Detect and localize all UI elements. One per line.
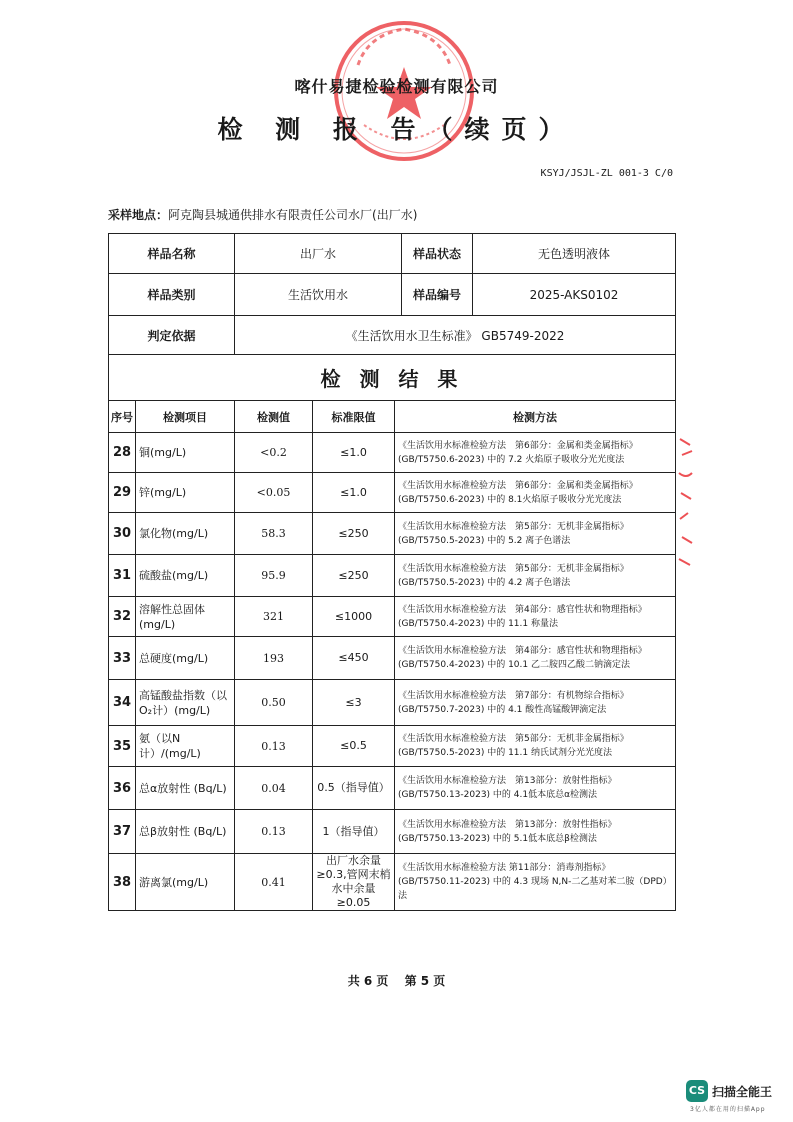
result-method: 《生活饮用水标准检验方法 第5部分：无机非金属指标》(GB/T5750.5-2023) 中的 11.1 纳氏试剂分光光度法 xyxy=(395,726,676,767)
sample-number-value: 2025-AKS0102 xyxy=(473,274,676,316)
judgement-basis-label: 判定依据 xyxy=(109,316,235,355)
results-header-row xyxy=(109,401,676,433)
result-limit: 0.5（指导值） xyxy=(313,767,395,810)
result-number: 32 xyxy=(109,597,136,637)
result-item: 铜(mg/L) xyxy=(136,433,235,473)
result-number: 28 xyxy=(109,433,136,473)
result-limit: ≤1.0 xyxy=(313,433,395,473)
result-row xyxy=(109,810,676,854)
result-row xyxy=(109,767,676,810)
header-item: 检测项目 xyxy=(136,401,235,433)
result-number: 36 xyxy=(109,767,136,810)
result-row xyxy=(109,597,676,637)
result-row xyxy=(109,854,676,911)
result-limit: 1（指导值） xyxy=(313,810,395,854)
result-value: 0.13 xyxy=(235,726,313,767)
result-item: 溶解性总固体(mg/L) xyxy=(136,597,235,637)
result-number: 38 xyxy=(109,854,136,911)
header-limit: 标准限值 xyxy=(313,401,395,433)
sample-info-table xyxy=(108,233,676,401)
result-value: 0.50 xyxy=(235,680,313,726)
result-method: 《生活饮用水标准检验方法 第6部分：金属和类金属指标》(GB/T5750.6-2023) 中的 7.2 火焰原子吸收分光光度法 xyxy=(395,433,676,473)
document-number: KSYJ/JSJL-ZL 001-3 C/0 xyxy=(540,168,673,179)
sampling-location xyxy=(108,206,417,223)
scanner-watermark xyxy=(686,1080,782,1114)
company-name: 喀什易捷检验检测有限公司 xyxy=(294,77,499,96)
result-limit: ≤250 xyxy=(313,513,395,555)
result-row xyxy=(109,726,676,767)
result-value: 0.13 xyxy=(235,810,313,854)
result-item: 硫酸盐(mg/L) xyxy=(136,555,235,597)
result-value: 321 xyxy=(235,597,313,637)
result-number: 33 xyxy=(109,637,136,680)
result-item: 氯化物(mg/L) xyxy=(136,513,235,555)
result-value: 0.04 xyxy=(235,767,313,810)
result-item: 总硬度(mg/L) xyxy=(136,637,235,680)
result-number: 34 xyxy=(109,680,136,726)
result-limit: ≤450 xyxy=(313,637,395,680)
result-row xyxy=(109,433,676,473)
result-number: 37 xyxy=(109,810,136,854)
result-method: 《生活饮用水标准检验方法 第4部分：感官性状和物理指标》(GB/T5750.4-2023) 中的 10.1 乙二胺四乙酸二钠滴定法 xyxy=(395,637,676,680)
result-row xyxy=(109,473,676,513)
result-method: 《生活饮用水标准检验方法 第7部分：有机物综合指标》(GB/T5750.7-2023) 中的 4.1 酸性高锰酸钾滴定法 xyxy=(395,680,676,726)
result-value: <0.05 xyxy=(235,473,313,513)
result-row xyxy=(109,513,676,555)
header-no: 序号 xyxy=(109,401,136,433)
result-limit: ≤3 xyxy=(313,680,395,726)
result-method: 《生活饮用水标准检验方法 第13部分：放射性指标》(GB/T5750.13-2023) 中的 5.1低本底总β检测法 xyxy=(395,810,676,854)
result-limit: ≤1000 xyxy=(313,597,395,637)
sample-number-label: 样品编号 xyxy=(402,274,473,316)
result-item: 高锰酸盐指数（以O₂计）(mg/L) xyxy=(136,680,235,726)
result-method: 《生活饮用水标准检验方法 第5部分：无机非金属指标》(GB/T5750.5-2023) 中的 5.2 离子色谱法 xyxy=(395,513,676,555)
result-method: 《生活饮用水标准检验方法 第6部分：金属和类金属指标》(GB/T5750.6-2023) 中的 8.1火焰原子吸收分光光度法 xyxy=(395,473,676,513)
results-table xyxy=(108,400,676,911)
result-number: 35 xyxy=(109,726,136,767)
sample-category-label: 样品类别 xyxy=(109,274,235,316)
result-row xyxy=(109,555,676,597)
side-seal-fragment xyxy=(676,433,696,573)
sample-name-label: 样品名称 xyxy=(109,234,235,274)
result-row xyxy=(109,680,676,726)
result-limit: 出厂水余量≥0.3,管网末梢水中余量≥0.05 xyxy=(313,854,395,911)
result-number: 31 xyxy=(109,555,136,597)
scanner-app-name: 扫描全能王 xyxy=(712,1085,773,1099)
result-limit: ≤250 xyxy=(313,555,395,597)
result-number: 30 xyxy=(109,513,136,555)
result-method: 《生活饮用水标准检验方法 第11部分：消毒剂指标》(GB/T5750.11-2023) 中的 4.3 现场 N,N-二乙基对苯二胺（DPD）法 xyxy=(395,854,676,911)
header-value: 检测值 xyxy=(235,401,313,433)
result-value: 0.41 xyxy=(235,854,313,911)
report-title: 检 测 报 告（续页） xyxy=(217,115,576,144)
scanner-logo-icon: CS xyxy=(686,1080,708,1102)
sample-state-label: 样品状态 xyxy=(402,234,473,274)
result-item: 总β放射性 (Bq/L) xyxy=(136,810,235,854)
sampling-location-value: 阿克陶县城通供排水有限责任公司水厂(出厂水) xyxy=(168,208,418,222)
result-limit: ≤0.5 xyxy=(313,726,395,767)
result-row xyxy=(109,637,676,680)
sampling-location-label: 采样地点： xyxy=(108,208,169,222)
result-method: 《生活饮用水标准检验方法 第5部分：无机非金属指标》(GB/T5750.5-2023) 中的 4.2 离子色谱法 xyxy=(395,555,676,597)
header-method: 检测方法 xyxy=(395,401,676,433)
sample-state-value: 无色透明液体 xyxy=(473,234,676,274)
result-number: 29 xyxy=(109,473,136,513)
result-value: <0.2 xyxy=(235,433,313,473)
results-title: 检 测 结 果 xyxy=(109,355,676,401)
result-item: 锌(mg/L) xyxy=(136,473,235,513)
result-method: 《生活饮用水标准检验方法 第13部分：放射性指标》(GB/T5750.13-2023) 中的 4.1低本底总α检测法 xyxy=(395,767,676,810)
sample-name-value: 出厂水 xyxy=(235,234,402,274)
result-value: 193 xyxy=(235,637,313,680)
result-value: 95.9 xyxy=(235,555,313,597)
result-item: 总α放射性 (Bq/L) xyxy=(136,767,235,810)
result-value: 58.3 xyxy=(235,513,313,555)
result-item: 氨（以N计）/(mg/L) xyxy=(136,726,235,767)
page-count: 共 6 页 第 5 页 xyxy=(347,974,446,988)
result-limit: ≤1.0 xyxy=(313,473,395,513)
sample-category-value: 生活饮用水 xyxy=(235,274,402,316)
result-method: 《生活饮用水标准检验方法 第4部分：感官性状和物理指标》(GB/T5750.4-2023) 中的 11.1 称量法 xyxy=(395,597,676,637)
result-item: 游离氯(mg/L) xyxy=(136,854,235,911)
scanner-tagline: 3亿人都在用的扫描App xyxy=(690,1106,766,1113)
judgement-basis-value: 《生活饮用水卫生标准》 GB5749-2022 xyxy=(235,316,676,355)
